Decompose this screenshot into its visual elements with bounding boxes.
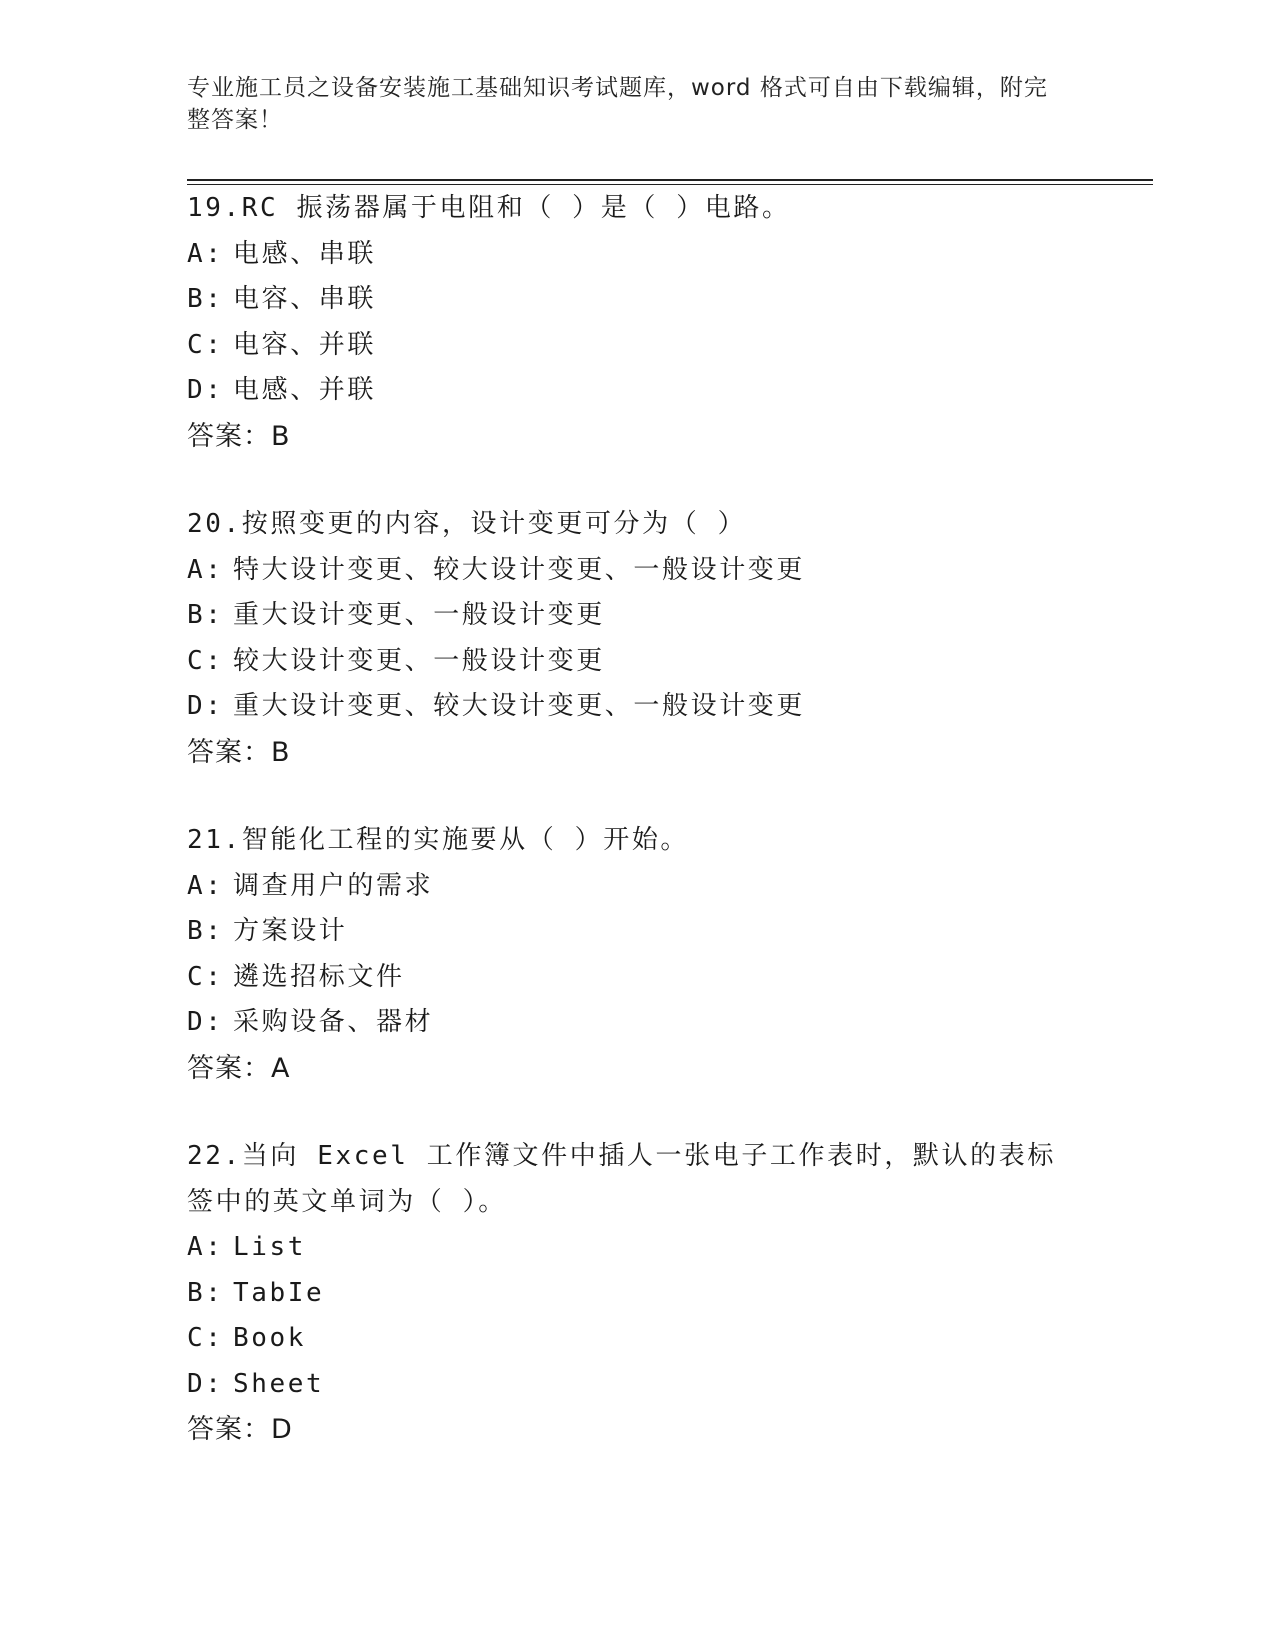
option-text: Book <box>233 1323 307 1353</box>
option-text: Sheet <box>233 1368 325 1399</box>
answer-line: 答案：B <box>187 736 291 768</box>
header-divider-thin <box>187 184 1153 185</box>
option-letter: D: <box>187 1368 224 1399</box>
option-d <box>187 684 1087 730</box>
option-b <box>187 909 1087 955</box>
option-letter: B: <box>187 1277 224 1308</box>
option-text: TabIe <box>233 1277 325 1308</box>
header-divider-thick <box>187 179 1153 181</box>
option-letter: A: <box>187 238 224 269</box>
option-letter: B: <box>187 284 224 314</box>
option-c <box>187 1316 1087 1362</box>
option-text: 电容、串联 <box>233 284 377 314</box>
option-c <box>187 955 1087 1001</box>
option-letter: C: <box>187 645 224 676</box>
option-text: 遴选招标文件 <box>233 961 405 992</box>
option-text: 调查用户的需求 <box>233 870 434 901</box>
question-stem: 20.按照变更的内容，设计变更可分为（ ） <box>187 509 747 539</box>
option-c <box>187 639 1087 685</box>
option-letter: D: <box>187 375 224 405</box>
option-text: 电感、串联 <box>233 238 377 269</box>
option-a <box>187 232 1087 278</box>
document-header: 专业施工员之设备安装施工基础知识考试题库，word 格式可自由下载编辑，附完整答案！ <box>187 75 1048 133</box>
option-text: 电感、并联 <box>233 375 377 405</box>
question-21 <box>187 818 1087 1091</box>
option-letter: C: <box>187 961 224 992</box>
question-stem: 21.智能化工程的实施要从（ ）开始。 <box>187 825 690 855</box>
answer-line: 答案：B <box>187 420 291 452</box>
question-stem: 19.RC 振荡器属于电阻和（ ）是（ ）电路。 <box>187 193 791 223</box>
option-d <box>187 368 1087 414</box>
option-text: List <box>233 1232 307 1262</box>
option-b <box>187 277 1087 323</box>
option-a <box>187 1225 1087 1271</box>
option-letter: C: <box>187 329 224 360</box>
answer-line: 答案：D <box>187 1414 293 1445</box>
option-b <box>187 1271 1087 1317</box>
question-22 <box>187 1134 1087 1453</box>
question-19 <box>187 186 1087 459</box>
answer-line: 答案：A <box>187 1052 291 1084</box>
option-text: 特大设计变更、较大设计变更、一般设计变更 <box>233 554 806 585</box>
option-letter: B: <box>187 916 224 946</box>
option-d <box>187 1000 1087 1046</box>
option-text: 采购设备、器材 <box>233 1007 434 1037</box>
option-letter: A: <box>187 554 224 585</box>
option-c <box>187 323 1087 369</box>
option-text: 重大设计变更、较大设计变更、一般设计变更 <box>233 691 806 721</box>
option-a <box>187 864 1087 910</box>
option-text: 较大设计变更、一般设计变更 <box>233 645 605 676</box>
option-letter: A: <box>187 1232 224 1262</box>
option-letter: B: <box>187 600 224 630</box>
option-a <box>187 548 1087 594</box>
option-letter: D: <box>187 1007 224 1037</box>
option-text: 方案设计 <box>233 916 348 946</box>
option-letter: D: <box>187 691 224 721</box>
option-text: 重大设计变更、一般设计变更 <box>233 600 605 630</box>
option-text: 电容、并联 <box>233 329 377 360</box>
option-d <box>187 1362 1087 1408</box>
option-b <box>187 593 1087 639</box>
question-20 <box>187 502 1087 775</box>
option-letter: A: <box>187 870 224 901</box>
option-letter: C: <box>187 1323 224 1353</box>
question-stem: 22.当向 Excel 工作簿文件中插人一张电子工作表时，默认的表标签中的英文单词为（ ）。 <box>187 1141 1056 1217</box>
